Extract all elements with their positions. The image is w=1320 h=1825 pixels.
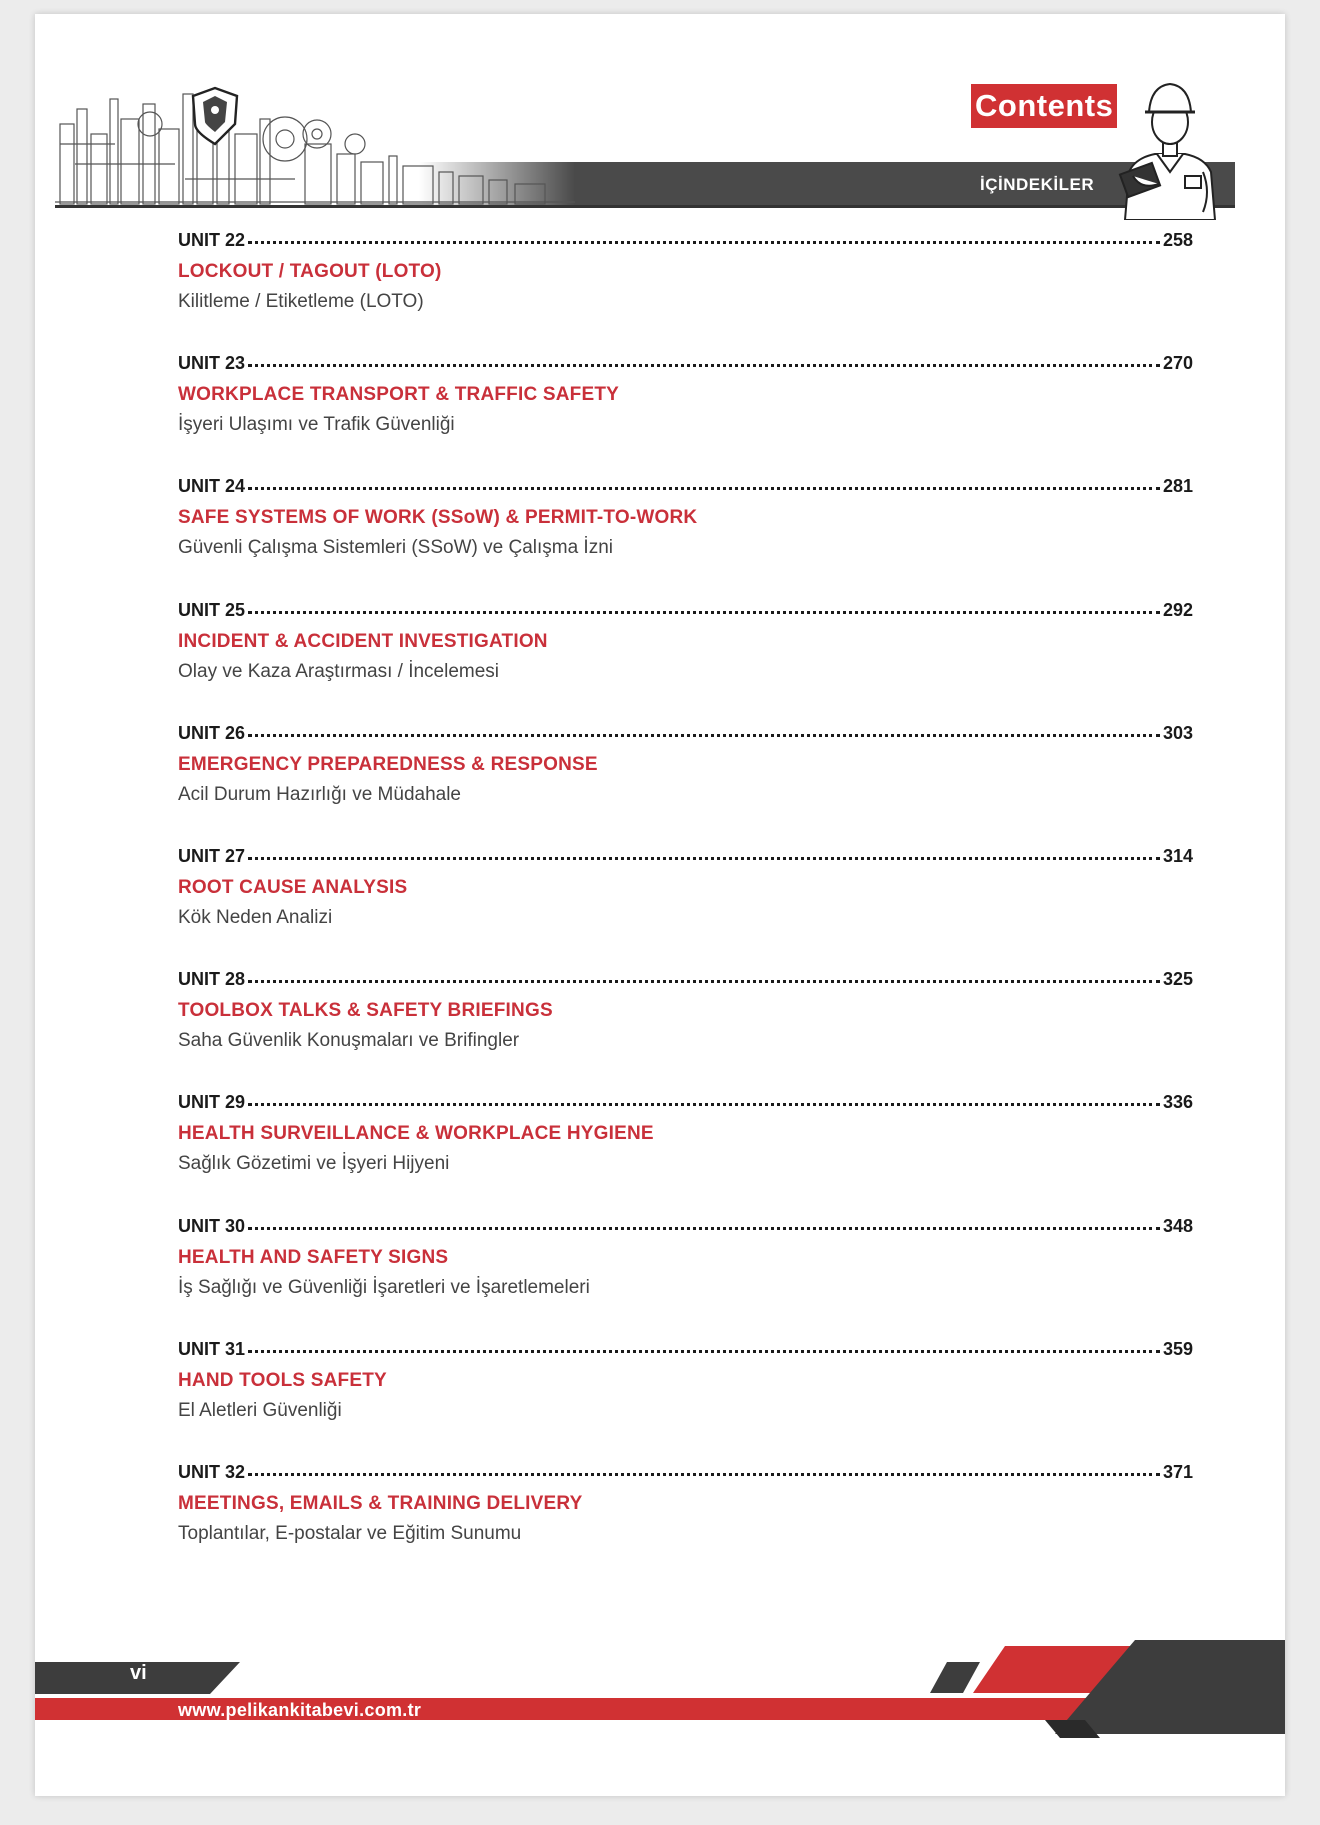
toc-unit-line	[178, 1216, 1193, 1242]
toc-title-english: ROOT CAUSE ANALYSIS	[178, 876, 408, 898]
toc-leader-dots	[248, 353, 1160, 367]
toc-entry-unit-25[interactable]	[178, 600, 1193, 723]
toc-title-english: HEALTH AND SAFETY SIGNS	[178, 1246, 449, 1268]
industrial-city-sketch-icon	[55, 84, 585, 208]
toc-unit-label: UNIT 31	[178, 1338, 246, 1359]
toc-unit-label: UNIT 23	[178, 353, 246, 374]
toc-title-turkish: İş Sağlığı ve Güvenliği İşaretleri ve İşaretlemeleri	[178, 1276, 590, 1298]
toc-unit-label: UNIT 26	[178, 722, 246, 743]
toc-leader-dots	[248, 1462, 1160, 1476]
toc-unit-line	[178, 1092, 1193, 1118]
toc-page-number: 325	[1162, 969, 1193, 990]
toc-entry-unit-22[interactable]	[178, 230, 1193, 353]
toc-title-english: EMERGENCY PREPAREDNESS & RESPONSE	[178, 753, 598, 775]
toc-title-turkish: Acil Durum Hazırlığı ve Müdahale	[178, 783, 461, 805]
contents-subtitle: İÇİNDEKİLER	[980, 175, 1095, 194]
toc-page-number: 314	[1162, 845, 1193, 866]
toc-leader-dots	[248, 969, 1160, 983]
toc-leader-dots	[248, 600, 1160, 614]
header-rule	[55, 205, 1235, 208]
toc-unit-line	[178, 846, 1193, 872]
table-of-contents	[178, 230, 1193, 1585]
toc-page-number: 281	[1162, 476, 1193, 497]
toc-entry-unit-28[interactable]	[178, 969, 1193, 1092]
toc-entry-unit-32[interactable]	[178, 1462, 1193, 1585]
toc-title-turkish: Güvenli Çalışma Sistemleri (SSoW) ve Çalışma İzni	[178, 537, 613, 559]
toc-unit-label: UNIT 28	[178, 969, 246, 990]
toc-title-turkish: Kilitleme / Etiketleme (LOTO)	[178, 291, 424, 312]
engineer-with-tablet-icon	[1085, 72, 1255, 220]
toc-title-english: MEETINGS, EMAILS & TRAINING DELIVERY	[178, 1492, 583, 1514]
page-footer	[35, 1614, 1285, 1796]
toc-page-number: 292	[1162, 599, 1193, 620]
toc-title-english: LOCKOUT / TAGOUT (LOTO)	[178, 261, 442, 282]
toc-page-number: 303	[1162, 722, 1193, 743]
toc-unit-label: UNIT 24	[178, 476, 246, 497]
toc-page-number: 270	[1162, 353, 1193, 374]
toc-leader-dots	[248, 1092, 1160, 1106]
toc-unit-label: UNIT 32	[178, 1461, 246, 1482]
toc-unit-line	[178, 1462, 1193, 1488]
toc-unit-label: UNIT 27	[178, 845, 246, 866]
toc-unit-line	[178, 600, 1193, 626]
toc-title-english: HEALTH SURVEILLANCE & WORKPLACE HYGIENE	[178, 1123, 654, 1145]
toc-title-english: HAND TOOLS SAFETY	[178, 1369, 387, 1391]
toc-page-number: 371	[1162, 1461, 1193, 1482]
toc-unit-label: UNIT 25	[178, 599, 246, 620]
toc-unit-line	[178, 969, 1193, 995]
toc-title-english: SAFE SYSTEMS OF WORK (SSoW) & PERMIT-TO-WORK	[178, 507, 698, 529]
toc-unit-label: UNIT 22	[178, 230, 246, 250]
toc-page-number: 258	[1162, 230, 1193, 250]
toc-entry-unit-24[interactable]	[178, 476, 1193, 599]
toc-unit-line	[178, 1339, 1193, 1365]
toc-unit-label: UNIT 30	[178, 1215, 246, 1236]
toc-entry-unit-29[interactable]	[178, 1092, 1193, 1215]
toc-page-number: 359	[1162, 1338, 1193, 1359]
toc-unit-line	[178, 476, 1193, 502]
page-number: vi	[130, 1662, 147, 1684]
toc-unit-label: UNIT 29	[178, 1092, 246, 1113]
toc-leader-dots	[248, 230, 1160, 244]
toc-title-english: TOOLBOX TALKS & SAFETY BRIEFINGS	[178, 1000, 553, 1022]
safety-shield-icon	[193, 88, 237, 144]
document-page	[35, 14, 1285, 1796]
toc-title-turkish: El Aletleri Güvenliği	[178, 1399, 342, 1421]
toc-title-turkish: İşyeri Ulaşımı ve Trafik Güvenliği	[178, 414, 455, 436]
toc-unit-line	[178, 353, 1193, 379]
toc-entry-unit-27[interactable]	[178, 846, 1193, 969]
toc-entry-unit-23[interactable]	[178, 353, 1193, 476]
toc-page-number: 336	[1162, 1092, 1193, 1113]
toc-leader-dots	[248, 476, 1160, 490]
toc-leader-dots	[248, 846, 1160, 860]
toc-unit-line	[178, 230, 1193, 256]
toc-title-turkish: Saha Güvenlik Konuşmaları ve Brifingler	[178, 1030, 520, 1052]
toc-entry-unit-31[interactable]	[178, 1339, 1193, 1462]
toc-title-turkish: Kök Neden Analizi	[178, 906, 333, 928]
toc-title-english: INCIDENT & ACCIDENT INVESTIGATION	[178, 630, 548, 652]
toc-entry-unit-26[interactable]	[178, 723, 1193, 846]
page-header	[35, 14, 1285, 214]
toc-page-number: 348	[1162, 1215, 1193, 1236]
toc-title-turkish: Olay ve Kaza Araştırması / İncelemesi	[178, 660, 500, 682]
toc-title-turkish: Toplantılar, E-postalar ve Eğitim Sunumu	[178, 1522, 522, 1544]
toc-leader-dots	[248, 1339, 1160, 1353]
toc-leader-dots	[248, 723, 1160, 737]
contents-title: Contents	[971, 84, 1117, 128]
toc-unit-line	[178, 723, 1193, 749]
publisher-website-link[interactable]: www.pelikankitabevi.com.tr	[178, 1700, 422, 1720]
toc-entry-unit-30[interactable]	[178, 1216, 1193, 1339]
toc-title-english: WORKPLACE TRANSPORT & TRAFFIC SAFETY	[178, 384, 620, 406]
toc-title-turkish: Sağlık Gözetimi ve İşyeri Hijyeni	[178, 1153, 450, 1175]
toc-leader-dots	[248, 1216, 1160, 1230]
